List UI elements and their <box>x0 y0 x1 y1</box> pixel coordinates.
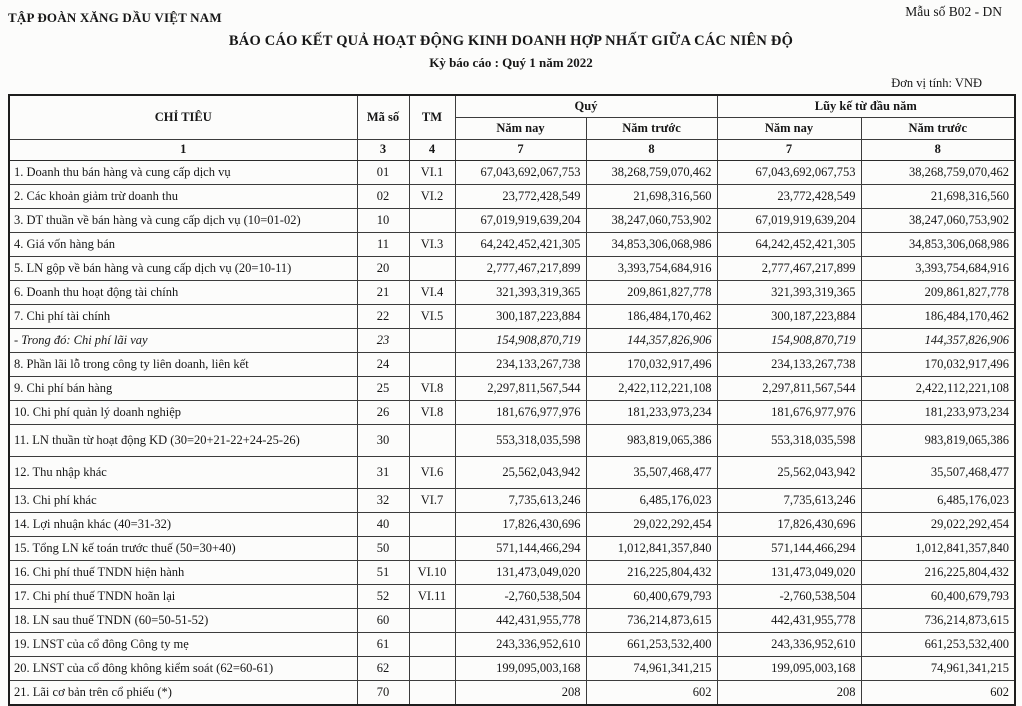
note-cell <box>409 257 455 281</box>
ytd-current-cell: 7,735,613,246 <box>717 489 861 513</box>
note-cell: VI.3 <box>409 233 455 257</box>
code-cell: 26 <box>357 401 409 425</box>
code-cell: 50 <box>357 537 409 561</box>
quarter-prior-cell: 209,861,827,778 <box>586 281 717 305</box>
table-row <box>9 305 1015 329</box>
indicator-cell: 1. Doanh thu bán hàng và cung cấp dịch vụ <box>9 161 357 185</box>
code-cell: 31 <box>357 457 409 489</box>
note-cell <box>409 609 455 633</box>
quarter-prior-cell: 74,961,341,215 <box>586 657 717 681</box>
code-cell: 51 <box>357 561 409 585</box>
quarter-prior-cell: 602 <box>586 681 717 706</box>
quarter-prior-cell: 6,485,176,023 <box>586 489 717 513</box>
ytd-prior-cell: 2,422,112,221,108 <box>861 377 1015 401</box>
table-row <box>9 489 1015 513</box>
note-cell <box>409 209 455 233</box>
quarter-prior-cell: 983,819,065,386 <box>586 425 717 457</box>
header-group-row <box>9 95 1015 118</box>
ytd-prior-cell: 38,268,759,070,462 <box>861 161 1015 185</box>
quarter-current-cell: 64,242,452,421,305 <box>455 233 586 257</box>
note-cell: VI.8 <box>409 377 455 401</box>
company-name: TẬP ĐOÀN XĂNG DẦU VIỆT NAM <box>8 10 222 25</box>
quarter-prior-cell: 38,268,759,070,462 <box>586 161 717 185</box>
quarter-prior-cell: 1,012,841,357,840 <box>586 537 717 561</box>
quarter-prior-cell: 2,422,112,221,108 <box>586 377 717 401</box>
header-code: Mã số <box>357 95 409 140</box>
quarter-current-cell: 208 <box>455 681 586 706</box>
indicator-cell: 2. Các khoản giảm trừ doanh thu <box>9 185 357 209</box>
quarter-prior-cell: 736,214,873,615 <box>586 609 717 633</box>
code-cell: 52 <box>357 585 409 609</box>
ytd-current-cell: 243,336,952,610 <box>717 633 861 657</box>
ytd-current-cell: 300,187,223,884 <box>717 305 861 329</box>
ytd-prior-cell: 74,961,341,215 <box>861 657 1015 681</box>
ytd-prior-cell: 29,022,292,454 <box>861 513 1015 537</box>
indicator-cell: - Trong đó: Chi phí lãi vay <box>9 329 357 353</box>
note-cell <box>409 537 455 561</box>
quarter-current-cell: 17,826,430,696 <box>455 513 586 537</box>
ytd-current-cell: 208 <box>717 681 861 706</box>
index-quarter-current: 7 <box>455 140 586 161</box>
quarter-current-cell: 23,772,428,549 <box>455 185 586 209</box>
quarter-current-cell: 181,676,977,976 <box>455 401 586 425</box>
header-quarter-group: Quý <box>455 95 717 118</box>
table-row <box>9 209 1015 233</box>
table-row <box>9 561 1015 585</box>
header-ytd-group: Lũy kế từ đầu năm <box>717 95 1015 118</box>
code-cell: 11 <box>357 233 409 257</box>
indicator-cell: 10. Chi phí quản lý doanh nghiệp <box>9 401 357 425</box>
ytd-current-cell: 321,393,319,365 <box>717 281 861 305</box>
indicator-cell: 11. LN thuần từ hoạt động KD (30=20+21-22+24-25-26) <box>9 425 357 457</box>
ytd-prior-cell: 983,819,065,386 <box>861 425 1015 457</box>
ytd-prior-cell: 186,484,170,462 <box>861 305 1015 329</box>
quarter-prior-cell: 21,698,316,560 <box>586 185 717 209</box>
ytd-current-cell: 2,777,467,217,899 <box>717 257 861 281</box>
note-cell: VI.8 <box>409 401 455 425</box>
ytd-current-cell: 571,144,466,294 <box>717 537 861 561</box>
table-row <box>9 513 1015 537</box>
code-cell: 23 <box>357 329 409 353</box>
ytd-prior-cell: 170,032,917,496 <box>861 353 1015 377</box>
ytd-prior-cell: 38,247,060,753,902 <box>861 209 1015 233</box>
quarter-prior-cell: 661,253,532,400 <box>586 633 717 657</box>
index-code: 3 <box>357 140 409 161</box>
indicator-cell: 13. Chi phí khác <box>9 489 357 513</box>
quarter-current-cell: 131,473,049,020 <box>455 561 586 585</box>
ytd-current-cell: 67,043,692,067,753 <box>717 161 861 185</box>
ytd-prior-cell: 3,393,754,684,916 <box>861 257 1015 281</box>
indicator-cell: 20. LNST của cổ đông không kiểm soát (62=60-61) <box>9 657 357 681</box>
quarter-current-cell: 67,043,692,067,753 <box>455 161 586 185</box>
table-row <box>9 537 1015 561</box>
quarter-prior-cell: 60,400,679,793 <box>586 585 717 609</box>
note-cell <box>409 633 455 657</box>
code-cell: 22 <box>357 305 409 329</box>
ytd-current-cell: 23,772,428,549 <box>717 185 861 209</box>
note-cell: VI.10 <box>409 561 455 585</box>
quarter-current-cell: 2,777,467,217,899 <box>455 257 586 281</box>
report-title: BÁO CÁO KẾT QUẢ HOẠT ĐỘNG KINH DOANH HỢP NHẤT GIỮA CÁC NIÊN ĐỘ <box>228 33 794 49</box>
table-row <box>9 401 1015 425</box>
note-cell <box>409 681 455 706</box>
table-row <box>9 657 1015 681</box>
quarter-current-cell: -2,760,538,504 <box>455 585 586 609</box>
table-row <box>9 281 1015 305</box>
ytd-current-cell: 442,431,955,778 <box>717 609 861 633</box>
index-indicator: 1 <box>9 140 357 161</box>
ytd-prior-cell: 736,214,873,615 <box>861 609 1015 633</box>
indicator-cell: 19. LNST của cổ đông Công ty mẹ <box>9 633 357 657</box>
ytd-prior-cell: 602 <box>861 681 1015 706</box>
table-row <box>9 233 1015 257</box>
quarter-current-cell: 571,144,466,294 <box>455 537 586 561</box>
ytd-prior-cell: 181,233,973,234 <box>861 401 1015 425</box>
ytd-prior-cell: 60,400,679,793 <box>861 585 1015 609</box>
ytd-prior-cell: 21,698,316,560 <box>861 185 1015 209</box>
note-cell <box>409 329 455 353</box>
note-cell: VI.2 <box>409 185 455 209</box>
report-period: Kỳ báo cáo : Quý 1 năm 2022 <box>429 55 593 70</box>
note-cell <box>409 353 455 377</box>
ytd-prior-cell: 144,357,826,906 <box>861 329 1015 353</box>
indicator-cell: 3. DT thuần về bán hàng và cung cấp dịch vụ (10=01-02) <box>9 209 357 233</box>
indicator-cell: 7. Chi phí tài chính <box>9 305 357 329</box>
note-cell: VI.11 <box>409 585 455 609</box>
table-row <box>9 353 1015 377</box>
ytd-prior-cell: 209,861,827,778 <box>861 281 1015 305</box>
table-row <box>9 257 1015 281</box>
indicator-cell: 21. Lãi cơ bản trên cổ phiếu (*) <box>9 681 357 706</box>
indicator-cell: 14. Lợi nhuận khác (40=31-32) <box>9 513 357 537</box>
table-row <box>9 161 1015 185</box>
ytd-current-cell: 181,676,977,976 <box>717 401 861 425</box>
ytd-prior-cell: 35,507,468,477 <box>861 457 1015 489</box>
note-cell: VI.7 <box>409 489 455 513</box>
code-cell: 24 <box>357 353 409 377</box>
table-row <box>9 681 1015 706</box>
ytd-prior-cell: 216,225,804,432 <box>861 561 1015 585</box>
ytd-current-cell: 17,826,430,696 <box>717 513 861 537</box>
quarter-current-cell: 154,908,870,719 <box>455 329 586 353</box>
form-number: Mẫu số B02 - DN <box>905 4 1002 19</box>
ytd-current-cell: 199,095,003,168 <box>717 657 861 681</box>
note-cell: VI.4 <box>409 281 455 305</box>
quarter-prior-cell: 3,393,754,684,916 <box>586 257 717 281</box>
note-cell: VI.5 <box>409 305 455 329</box>
quarter-current-cell: 300,187,223,884 <box>455 305 586 329</box>
indicator-cell: 16. Chi phí thuế TNDN hiện hành <box>9 561 357 585</box>
code-cell: 62 <box>357 657 409 681</box>
quarter-prior-cell: 181,233,973,234 <box>586 401 717 425</box>
indicator-cell: 4. Giá vốn hàng bán <box>9 233 357 257</box>
header-indicator: CHỈ TIÊU <box>9 95 357 140</box>
code-cell: 01 <box>357 161 409 185</box>
quarter-current-cell: 7,735,613,246 <box>455 489 586 513</box>
table-row <box>9 425 1015 457</box>
ytd-current-cell: 553,318,035,598 <box>717 425 861 457</box>
indicator-cell: 17. Chi phí thuế TNDN hoãn lại <box>9 585 357 609</box>
quarter-prior-cell: 29,022,292,454 <box>586 513 717 537</box>
table-row <box>9 329 1015 353</box>
quarter-prior-cell: 38,247,060,753,902 <box>586 209 717 233</box>
table-row <box>9 633 1015 657</box>
quarter-prior-cell: 186,484,170,462 <box>586 305 717 329</box>
ytd-prior-cell: 6,485,176,023 <box>861 489 1015 513</box>
column-index-row <box>9 140 1015 161</box>
header-ytd-current: Năm nay <box>717 118 861 140</box>
code-cell: 61 <box>357 633 409 657</box>
quarter-current-cell: 442,431,955,778 <box>455 609 586 633</box>
quarter-prior-cell: 34,853,306,068,986 <box>586 233 717 257</box>
code-cell: 30 <box>357 425 409 457</box>
ytd-prior-cell: 661,253,532,400 <box>861 633 1015 657</box>
ytd-current-cell: -2,760,538,504 <box>717 585 861 609</box>
table-row <box>9 377 1015 401</box>
ytd-prior-cell: 1,012,841,357,840 <box>861 537 1015 561</box>
index-quarter-prior: 8 <box>586 140 717 161</box>
header-quarter-current: Năm nay <box>455 118 586 140</box>
code-cell: 70 <box>357 681 409 706</box>
ytd-current-cell: 25,562,043,942 <box>717 457 861 489</box>
ytd-prior-cell: 34,853,306,068,986 <box>861 233 1015 257</box>
indicator-cell: 8. Phần lãi lỗ trong công ty liên doanh, liên kết <box>9 353 357 377</box>
note-cell <box>409 513 455 537</box>
quarter-current-cell: 553,318,035,598 <box>455 425 586 457</box>
ytd-current-cell: 154,908,870,719 <box>717 329 861 353</box>
page-top-row <box>8 3 1014 26</box>
table-body <box>9 161 1015 706</box>
table-row <box>9 609 1015 633</box>
note-cell: VI.1 <box>409 161 455 185</box>
ytd-current-cell: 64,242,452,421,305 <box>717 233 861 257</box>
indicator-cell: 6. Doanh thu hoạt động tài chính <box>9 281 357 305</box>
quarter-current-cell: 2,297,811,567,544 <box>455 377 586 401</box>
header-quarter-prior: Năm trước <box>586 118 717 140</box>
income-statement-table <box>8 94 1016 706</box>
indicator-cell: 18. LN sau thuế TNDN (60=50-51-52) <box>9 609 357 633</box>
note-cell: VI.6 <box>409 457 455 489</box>
index-ytd-current: 7 <box>717 140 861 161</box>
quarter-current-cell: 67,019,919,639,204 <box>455 209 586 233</box>
code-cell: 02 <box>357 185 409 209</box>
currency-unit: Đơn vị tính: VNĐ <box>891 76 982 90</box>
quarter-prior-cell: 170,032,917,496 <box>586 353 717 377</box>
quarter-current-cell: 25,562,043,942 <box>455 457 586 489</box>
indicator-cell: 9. Chi phí bán hàng <box>9 377 357 401</box>
quarter-current-cell: 321,393,319,365 <box>455 281 586 305</box>
index-note: 4 <box>409 140 455 161</box>
code-cell: 10 <box>357 209 409 233</box>
indicator-cell: 12. Thu nhập khác <box>9 457 357 489</box>
code-cell: 32 <box>357 489 409 513</box>
code-cell: 25 <box>357 377 409 401</box>
table-row <box>9 457 1015 489</box>
quarter-current-cell: 199,095,003,168 <box>455 657 586 681</box>
table-row <box>9 185 1015 209</box>
code-cell: 21 <box>357 281 409 305</box>
note-cell <box>409 657 455 681</box>
ytd-current-cell: 131,473,049,020 <box>717 561 861 585</box>
quarter-current-cell: 234,133,267,738 <box>455 353 586 377</box>
quarter-prior-cell: 35,507,468,477 <box>586 457 717 489</box>
table-row <box>9 585 1015 609</box>
quarter-prior-cell: 144,357,826,906 <box>586 329 717 353</box>
ytd-current-cell: 2,297,811,567,544 <box>717 377 861 401</box>
note-cell <box>409 425 455 457</box>
quarter-current-cell: 243,336,952,610 <box>455 633 586 657</box>
table-header <box>9 95 1015 161</box>
header-ytd-prior: Năm trước <box>861 118 1015 140</box>
ytd-current-cell: 234,133,267,738 <box>717 353 861 377</box>
indicator-cell: 15. Tổng LN kế toán trước thuế (50=30+40) <box>9 537 357 561</box>
quarter-prior-cell: 216,225,804,432 <box>586 561 717 585</box>
code-cell: 60 <box>357 609 409 633</box>
indicator-cell: 5. LN gộp về bán hàng và cung cấp dịch vụ (20=10-11) <box>9 257 357 281</box>
code-cell: 40 <box>357 513 409 537</box>
code-cell: 20 <box>357 257 409 281</box>
ytd-current-cell: 67,019,919,639,204 <box>717 209 861 233</box>
header-note: TM <box>409 95 455 140</box>
index-ytd-prior: 8 <box>861 140 1015 161</box>
